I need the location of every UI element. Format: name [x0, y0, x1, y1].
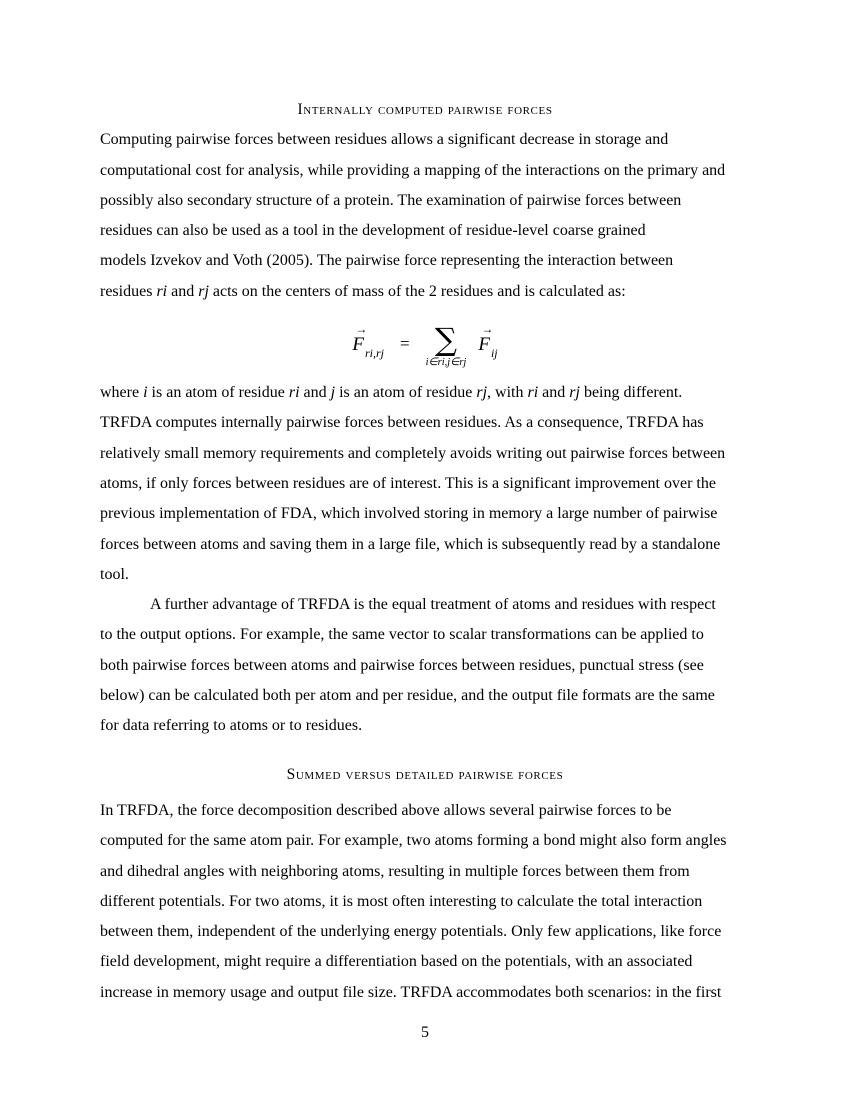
text-run: acts on the centers of mass of the 2 residues and is calculated as:	[208, 282, 626, 300]
text-run: different potentials. For two atoms, it is most often interesting to calculate the total interaction	[100, 892, 703, 910]
text-line	[100, 408, 750, 438]
text-run: forces between atoms and saving them in a large file, which is subsequently read by a standalone	[100, 535, 721, 553]
paragraph-2	[100, 378, 750, 590]
text-run: atoms, if only forces between residues are of interest. This is a significant improvement over the	[100, 474, 716, 492]
vector-arrow-icon: →	[481, 321, 493, 336]
italic-math-symbol: j	[330, 384, 336, 402]
equation-lhs	[352, 321, 384, 360]
text-run: is an atom of residue	[335, 384, 477, 402]
text-run: being different.	[579, 384, 683, 402]
text-line	[100, 499, 750, 529]
text-run: , with	[487, 384, 528, 402]
text-run: In TRFDA, the force decomposition described above allows several pairwise forces to be	[100, 801, 672, 819]
text-run: residues can also be used as a tool in the development of residue-level coarse grained	[100, 222, 646, 240]
force-symbol-lhs: F	[352, 333, 364, 355]
text-line	[100, 277, 750, 307]
vector-F-lhs	[352, 321, 367, 355]
text-line	[100, 620, 750, 650]
text-line	[100, 125, 750, 155]
text-line	[100, 826, 750, 856]
text-line	[100, 156, 750, 186]
equation-rhs	[478, 321, 498, 360]
sigma-symbol: ∑	[434, 321, 458, 358]
text-run: models Izvekov and Voth (2005). The pairwise force representing the interaction between	[100, 252, 674, 270]
italic-math-symbol: rj	[476, 384, 488, 402]
text-run: TRFDA computes internally pairwise forces between residues. As a consequence, TRFDA has	[100, 414, 704, 432]
vector-F-rhs	[478, 321, 493, 355]
text-line	[100, 378, 750, 408]
text-run: and dihedral angles with neighboring atoms, resulting in multiple forces between them from	[100, 862, 690, 880]
text-line	[100, 796, 750, 826]
text-run: increase in memory usage and output file size. TRFDA accommodates both scenarios: in the first	[100, 983, 722, 1001]
paragraph-3	[100, 590, 750, 741]
text-run: computational cost for analysis, while providing a mapping of the interactions on the primary and	[100, 161, 726, 179]
text-line	[100, 887, 750, 917]
paragraph-4	[100, 796, 750, 1008]
text-line	[100, 439, 750, 469]
text-line	[100, 681, 750, 711]
text-run: possibly also secondary structure of a protein. The examination of pairwise forces between	[100, 191, 682, 209]
text-line	[100, 530, 750, 560]
text-run: tool.	[100, 565, 129, 583]
text-line	[100, 246, 750, 276]
text-line	[100, 651, 750, 681]
summation	[425, 321, 467, 369]
text-run: previous implementation of FDA, which involved storing in memory a large number of pairwise	[100, 505, 718, 523]
page-number: 5	[421, 1024, 429, 1042]
text-run: A further advantage of TRFDA is the equal treatment of atoms and residues with respect	[150, 596, 716, 614]
section-heading-summed-versus-detailed-pairwise-forces: Summed versus detailed pairwise forces	[286, 765, 564, 783]
italic-math-symbol: rj	[198, 282, 209, 300]
text-run: for data referring to atoms or to residues.	[100, 717, 363, 735]
text-run: and	[538, 384, 570, 402]
lhs-subscript: ri,rj	[364, 345, 384, 360]
text-line	[100, 590, 750, 620]
text-line	[100, 978, 750, 1008]
text-run: field development, might require a differentiation based on the potentials, with an associated	[100, 953, 693, 971]
text-run: below) can be calculated both per atom and per residue, and the output file formats are the same	[100, 687, 715, 705]
section-heading-internally-computed-pairwise-forces: Internally computed pairwise forces	[297, 101, 553, 118]
text-line	[100, 186, 750, 216]
force-symbol-rhs: F	[478, 333, 490, 355]
summation-condition: i∈ri,j∈rj	[425, 356, 467, 368]
equation-row	[352, 321, 498, 368]
italic-math-symbol: i	[143, 384, 148, 402]
italic-math-symbol: ri	[527, 384, 539, 402]
text-line	[100, 947, 750, 977]
text-run: residues	[100, 282, 157, 300]
text-run: Computing pairwise forces between residues allows a significant decrease in storage and	[100, 131, 669, 149]
page-content	[0, 95, 850, 1048]
italic-math-symbol: ri	[156, 282, 168, 300]
text-line	[100, 560, 750, 590]
text-line	[100, 917, 750, 947]
text-run: is an atom of residue	[147, 384, 289, 402]
text-run: computed for the same atom pair. For example, two atoms forming a bond might also form angles	[100, 832, 727, 850]
text-run: where	[100, 384, 144, 402]
equals-sign: =	[399, 333, 410, 353]
paragraph-1	[100, 125, 750, 307]
text-line	[100, 711, 750, 741]
text-line	[100, 216, 750, 246]
italic-math-symbol: rj	[569, 384, 580, 402]
text-run: to the output options. For example, the same vector to scalar transformations can be applied to	[100, 626, 704, 644]
italic-math-symbol: ri	[288, 384, 300, 402]
text-run: both pairwise forces between atoms and pairwise forces between residues, punctual stress (see	[100, 656, 704, 674]
text-run: between them, independent of the underlying energy potentials. Only few applications, like force	[100, 923, 722, 941]
text-line	[100, 469, 750, 499]
text-line	[100, 857, 750, 887]
vector-arrow-icon: →	[355, 321, 367, 336]
rhs-subscript: ij	[490, 345, 498, 360]
equation-pairwise-force	[100, 307, 750, 378]
text-run: relatively small memory requirements and completely avoids writing out pairwise forces between	[100, 444, 726, 462]
text-run: and	[167, 282, 199, 300]
text-run: and	[299, 384, 331, 402]
